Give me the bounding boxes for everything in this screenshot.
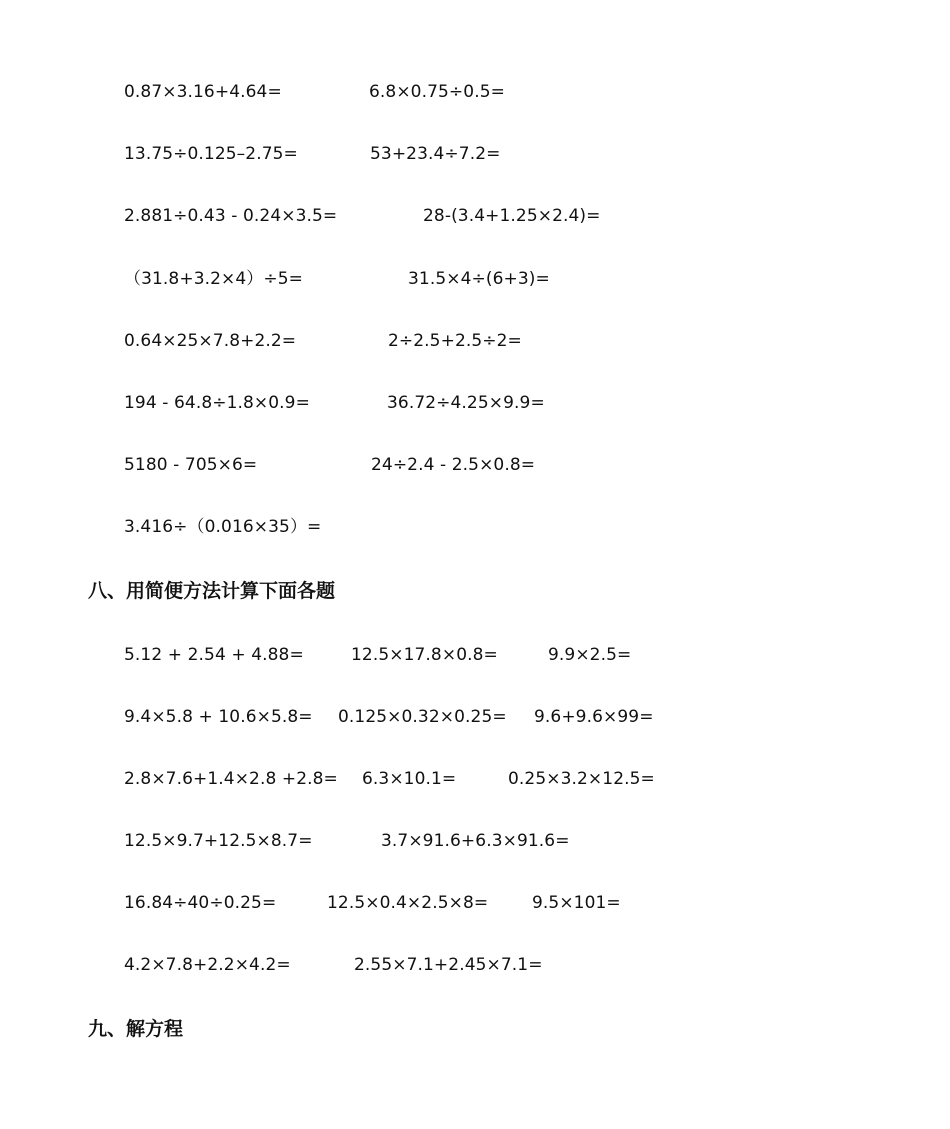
math-expression: 31.5×4÷(6+3)= — [408, 269, 550, 289]
math-expression: 3.7×91.6+6.3×91.6= — [381, 831, 570, 851]
math-expression: （31.8+3.2×4）÷5= — [124, 269, 303, 289]
math-expression: 12.5×0.4×2.5×8= — [327, 893, 489, 913]
math-expression: 53+23.4÷7.2= — [370, 144, 501, 164]
math-expression: 9.4×5.8 + 10.6×5.8= — [124, 707, 313, 727]
math-expression: 9.9×2.5= — [548, 645, 632, 665]
math-expression: 0.125×0.32×0.25= — [338, 707, 507, 727]
math-expression: 2.881÷0.43 - 0.24×3.5= — [124, 206, 338, 226]
math-expression: 16.84÷40÷0.25= — [124, 893, 277, 913]
math-expression: 36.72÷4.25×9.9= — [387, 393, 545, 413]
math-expression: 6.3×10.1= — [362, 769, 457, 789]
math-expression: 2.55×7.1+2.45×7.1= — [354, 955, 543, 975]
math-expression: 0.25×3.2×12.5= — [508, 769, 655, 789]
math-expression: 28-(3.4+1.25×2.4)= — [423, 206, 601, 226]
math-expression: 2÷2.5+2.5÷2= — [388, 331, 522, 351]
math-expression: 12.5×9.7+12.5×8.7= — [124, 831, 313, 851]
math-expression: 2.8×7.6+1.4×2.8 +2.8= — [124, 769, 338, 789]
math-expression: 6.8×0.75÷0.5= — [369, 82, 505, 102]
math-expression: 12.5×17.8×0.8= — [351, 645, 498, 665]
section-heading-eight: 八、用简便方法计算下面各题 — [88, 580, 336, 602]
math-expression: 13.75÷0.125–2.75= — [124, 144, 298, 164]
math-expression: 9.6+9.6×99= — [534, 707, 654, 727]
math-expression: 5180 - 705×6= — [124, 455, 258, 475]
section-heading-nine: 九、解方程 — [88, 1018, 184, 1040]
math-expression: 24÷2.4 - 2.5×0.8= — [371, 455, 536, 475]
math-expression: 0.64×25×7.8+2.2= — [124, 331, 297, 351]
math-expression: 194 - 64.8÷1.8×0.9= — [124, 393, 310, 413]
math-expression: 9.5×101= — [532, 893, 621, 913]
math-expression: 5.12 + 2.54 + 4.88= — [124, 645, 304, 665]
math-expression: 3.416÷（0.016×35）= — [124, 517, 322, 537]
math-expression: 4.2×7.8+2.2×4.2= — [124, 955, 291, 975]
math-expression: 0.87×3.16+4.64= — [124, 82, 282, 102]
